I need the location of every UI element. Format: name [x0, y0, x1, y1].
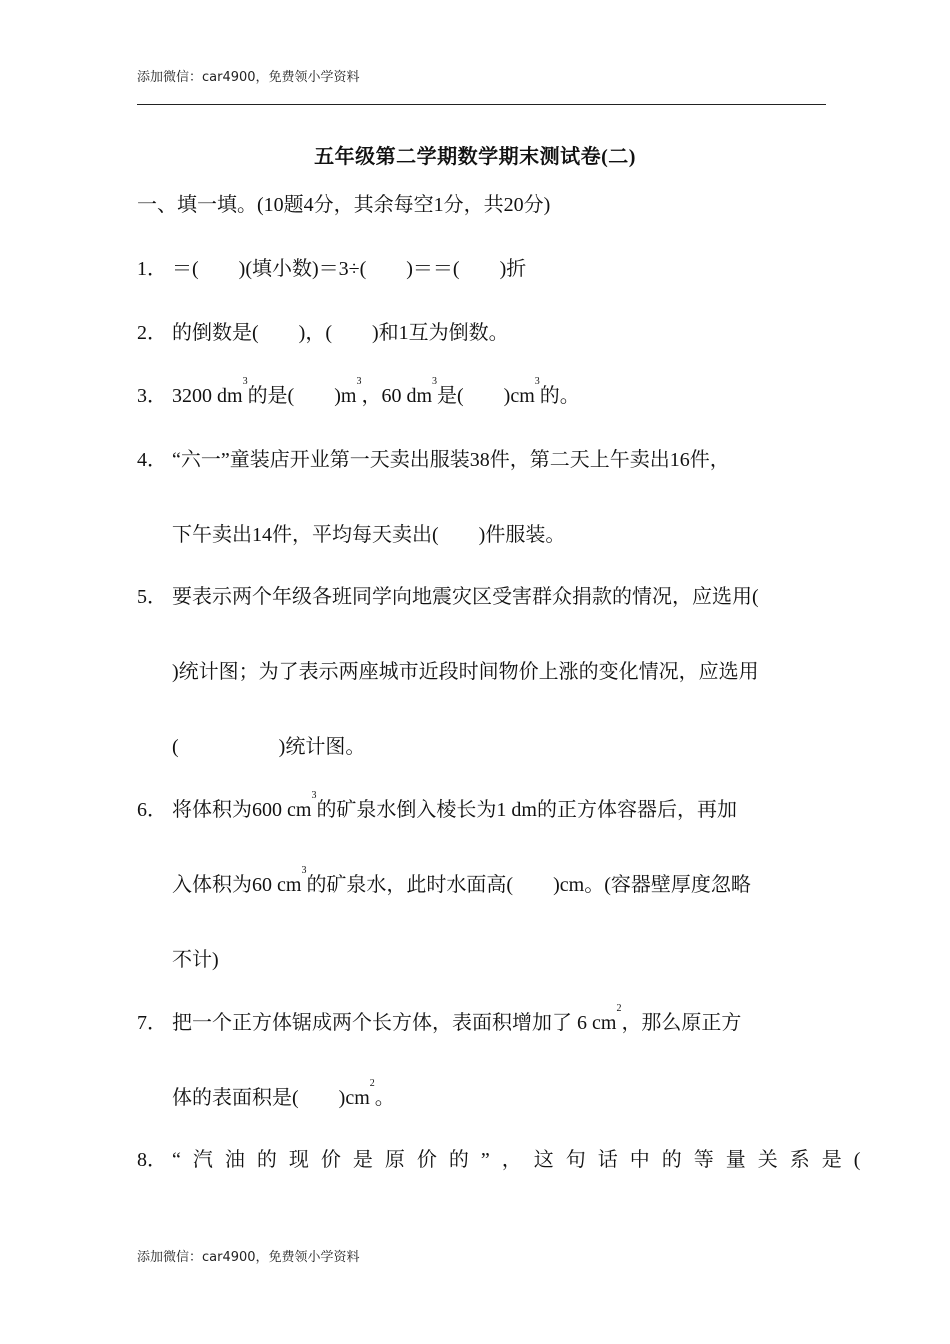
page-title: 五年级第二学期数学期末测试卷(二): [314, 146, 636, 168]
question-number: 1．: [137, 258, 167, 280]
question-text: “汽油的现价是原价的”，这句话中的等量关系是(: [172, 1149, 873, 1171]
q6-part-a: 将体积为600 cm: [172, 799, 312, 821]
q3-part-e: 的。: [539, 385, 580, 407]
section-heading: 一、填一填。(10题4分，其余每空1分，共20分): [137, 194, 551, 216]
question-8: [137, 1143, 872, 1172]
question-number: 3．: [137, 385, 167, 407]
q7-part-b: ，那么原正方: [621, 1012, 742, 1034]
question-7: [137, 1003, 742, 1035]
question-5-line-3: ( )统计图。: [172, 736, 366, 758]
question-3: [137, 376, 580, 408]
question-5-line-2: )统计图；为了表示两座城市近段时间物价上涨的变化情况，应选用: [172, 661, 759, 683]
question-5: [137, 580, 759, 609]
question-6-line-3: 不计): [172, 949, 219, 971]
question-number: 4．: [137, 449, 167, 471]
q3-part-b: 的是( )m: [247, 385, 357, 407]
exponent: 3: [356, 376, 362, 387]
question-number: 5．: [137, 586, 167, 608]
question-text: 的倒数是( )，( )和1互为倒数。: [172, 322, 509, 344]
question-number: 8．: [137, 1149, 167, 1171]
question-4: [137, 443, 730, 472]
header-note: 添加微信：car4900，免费领小学资料: [137, 70, 360, 85]
exponent: 3: [311, 790, 317, 801]
question-1: [137, 252, 526, 281]
question-7-line-2: [172, 1078, 395, 1110]
question-text: 要表示两个年级各班同学向地震灾区受害群众捐款的情况，应选用(: [172, 586, 759, 608]
q6-part-c: 入体积为60 cm: [172, 874, 302, 896]
q7-part-a: 把一个正方体锯成两个长方体，表面积增加了 6 cm: [172, 1012, 617, 1034]
question-2: [137, 316, 509, 345]
exponent: 2: [369, 1078, 375, 1089]
q7-part-d: 。: [374, 1087, 395, 1109]
exponent: 3: [242, 376, 248, 387]
question-number: 7．: [137, 1012, 167, 1034]
exponent: 2: [616, 1003, 622, 1014]
q3-part-d: 是( )cm: [437, 385, 535, 407]
question-6: [137, 790, 737, 822]
question-4-line-2: 下午卖出14件，平均每天卖出( )件服装。: [172, 524, 566, 546]
question-number: 6．: [137, 799, 167, 821]
question-6-line-2: [172, 865, 751, 897]
question-number: 2．: [137, 322, 167, 344]
q7-part-c: 体的表面积是( )cm: [172, 1087, 370, 1109]
header-divider: [137, 104, 826, 105]
q6-part-d: 的矿泉水，此时水面高( )cm。(容器壁厚度忽略: [306, 874, 751, 896]
q3-part-c: ，60 dm: [361, 385, 433, 407]
question-text: “六一”童装店开业第一天卖出服装38件，第二天上午卖出16件，: [172, 449, 730, 471]
exponent: 3: [301, 865, 307, 876]
exponent: 3: [432, 376, 438, 387]
exponent: 3: [534, 376, 540, 387]
footer-note: 添加微信：car4900，免费领小学资料: [137, 1250, 360, 1265]
question-text: ＝( )(填小数)＝3÷( )＝＝( )折: [172, 258, 527, 280]
q3-part-a: 3200 dm: [172, 385, 243, 407]
q6-part-b: 的矿泉水倒入棱长为1 dm的正方体容器后，再加: [316, 799, 737, 821]
